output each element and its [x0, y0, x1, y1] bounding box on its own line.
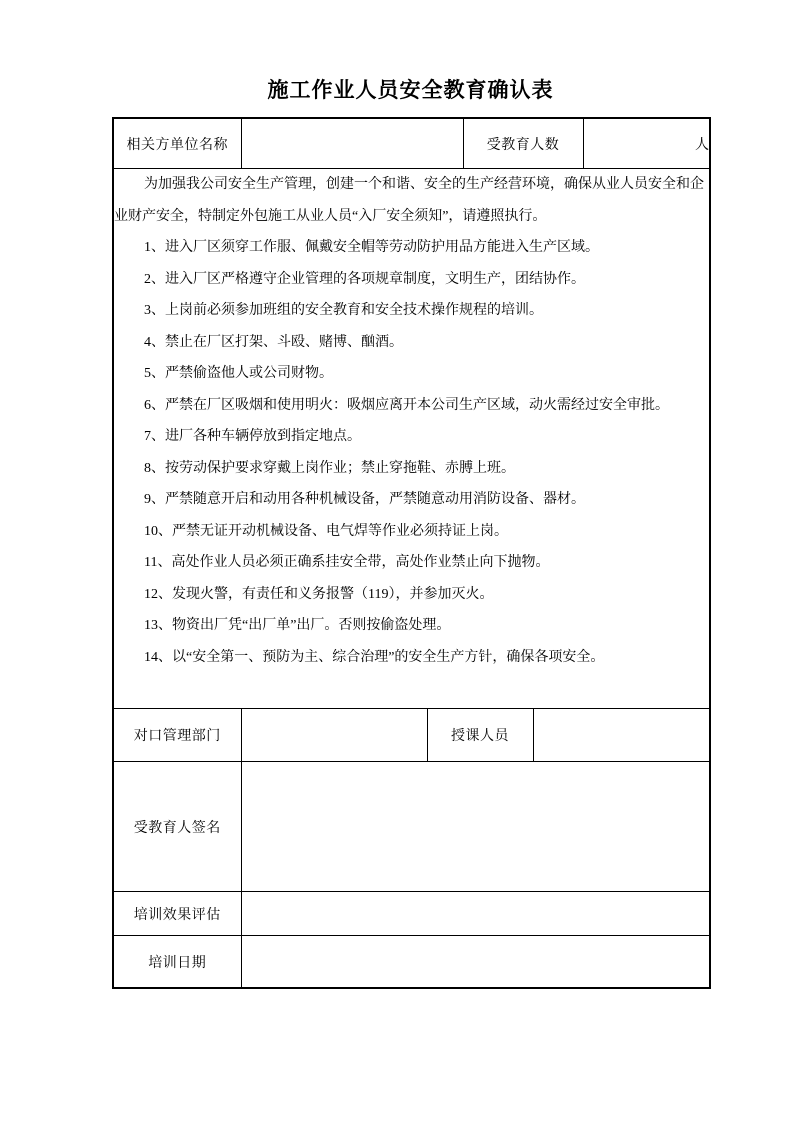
trainee-count-label: 受教育人数 [463, 118, 583, 169]
date-row [113, 936, 710, 989]
notice-item: 8、按劳动保护要求穿戴上岗作业；禁止穿拖鞋、赤膊上班。 [144, 460, 515, 476]
safety-notice-cell [113, 169, 710, 709]
dept-value-cell [241, 709, 427, 762]
signature-value-cell [241, 762, 710, 892]
date-value-cell [241, 936, 710, 989]
notice-row [113, 169, 710, 709]
notice-item: 7、进厂各种车辆停放到指定地点。 [144, 429, 361, 444]
signature-label: 受教育人签名 [113, 762, 241, 892]
unit-name-value-cell [241, 118, 463, 169]
notice-item: 11、高处作业人员必须正确系挂安全带，高处作业禁止向下抛物。 [144, 555, 550, 570]
evaluation-row [113, 892, 710, 936]
lecturer-value-cell [533, 709, 710, 762]
notice-item: 3、上岗前必须参加班组的安全教育和安全技术操作规程的培训。 [144, 303, 543, 318]
notice-item: 13、物资出厂凭“出厂单”出厂。否则按偷盗处理。 [144, 618, 451, 633]
header-row [113, 118, 710, 169]
safety-education-form-table [112, 117, 711, 989]
notice-item: 6、严禁在厂区吸烟和使用明火：吸烟应离开本公司生产区域，动火需经过安全审批。 [144, 397, 669, 413]
notice-intro-line: 为加强我公司安全生产管理，创建一个和谐、安全的生产经营环境，确保从业人员安全和企 [144, 177, 704, 192]
unit-name-label: 相关方单位名称 [113, 118, 241, 169]
evaluation-label: 培训效果评估 [113, 892, 241, 936]
trainee-count-unit-cell: 人 [583, 118, 710, 169]
notice-intro-line: 业财产安全，特制定外包施工从业人员“入厂安全须知”，请遵照执行。 [114, 208, 547, 224]
notice-item: 14、以“安全第一、预防为主、综合治理”的安全生产方针，确保各项安全。 [144, 649, 605, 665]
lecturer-label: 授课人员 [427, 709, 533, 762]
dept-label: 对口管理部门 [113, 709, 241, 762]
notice-item: 4、禁止在厂区打架、斗殴、赌博、酗酒。 [144, 334, 403, 350]
notice-item: 12、发现火警，有责任和义务报警（119），并参加灭火。 [144, 586, 494, 602]
notice-item: 5、严禁偷盗他人或公司财物。 [144, 366, 333, 381]
signature-row [113, 762, 710, 892]
date-label: 培训日期 [113, 936, 241, 989]
notice-item: 9、严禁随意开启和动用各种机械设备，严禁随意动用消防设备、器材。 [144, 492, 585, 507]
page-title: 施工作业人员安全教育确认表 [267, 78, 554, 102]
notice-item: 1、进入厂区须穿工作服、佩戴安全帽等劳动防护用品方能进入生产区域。 [144, 240, 599, 255]
notice-item: 10、严禁无证开动机械设备、电气焊等作业必须持证上岗。 [144, 523, 508, 539]
dept-lecturer-row [113, 709, 710, 762]
evaluation-value-cell [241, 892, 710, 936]
notice-item: 2、进入厂区严格遵守企业管理的各项规章制度，文明生产，团结协作。 [144, 271, 585, 287]
